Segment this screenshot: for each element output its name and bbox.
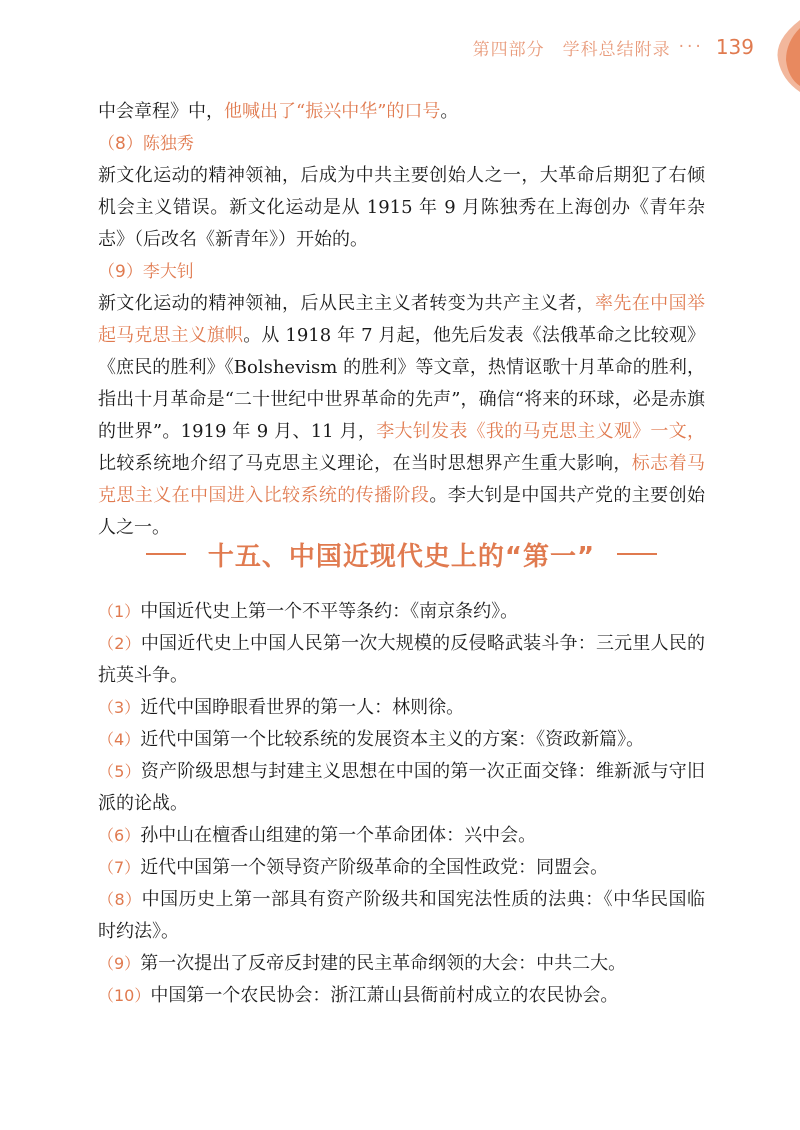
list-item: （5）资产阶级思想与封建主义思想在中国的第一次正面交锋：维新派与守旧派的论战。: [98, 761, 706, 814]
subheading-li-dazhao: （9）李大钊: [98, 262, 194, 282]
header-dots: ···: [678, 37, 704, 57]
section-title: 十五、中国近现代史上的“第一”: [98, 532, 705, 576]
highlight-marxism-banner: 率先在中国举起马克思主义旗帜: [98, 293, 705, 346]
list-item: （10）中国第一个农民协会：浙江萧山县衙前村成立的农民协会。: [98, 985, 619, 1006]
list-item: （7）近代中国第一个领导资产阶级革命的全国性政党：同盟会。: [98, 857, 609, 878]
paragraph-chen-duxiu: 新文化运动的精神领袖，后成为中共主要创始人之一，大革命后期犯了右倾机会主义错误。新文化运动是从 1915 年 9 月陈独秀在上海创办《青年杂志》（后改名《新青年》）开始的。: [98, 165, 705, 250]
highlight-slogan: 他喊出了“振兴中华”的口号: [224, 101, 441, 122]
page-header: [473, 32, 754, 62]
page-curl-decoration: [760, 20, 800, 92]
list-item: （1）中国近代史上第一个不平等条约：《南京条约》。: [98, 601, 519, 622]
title-dash-left: [146, 553, 186, 555]
body-text: [98, 96, 705, 544]
subheading-chen-duxiu: （8）陈独秀: [98, 134, 194, 154]
list-item: （4）近代中国第一个比较系统的发展资本主义的方案：《资政新篇》。: [98, 729, 645, 750]
list-item: （6）孙中山在檀香山组建的第一个革命团体：兴中会。: [98, 825, 537, 846]
list-item: （2）中国近代史上中国人民第一次大规模的反侵略武装斗争：三元里人民的抗英斗争。: [98, 633, 706, 686]
page-number: 139: [715, 35, 754, 59]
firsts-list: [98, 596, 705, 1012]
paragraph-li-dazhao: 新文化运动的精神领袖，后从民主主义者转变为共产主义者，率先在中国举起马克思主义旗帜。从 1918 年 7 月起，他先后发表《法俄革命之比较观》《庶民的胜利》《Bolshevism 的胜利》等文章，热情讴歌十月革命的胜利，指出十月革命是“二十世纪中世界革命的先声”，确信“将来的环球，必是赤旗的世界”。1919 年 9 月、11 月，李大钊发表《我的马克思主义观》一文，比较系统地介绍了马克思主义理论，在当时思想界产生重大影响，标志着马克思主义在中国进入比较系统的传播阶段。李大钊是中国共产党的主要创始人之一。: [98, 293, 705, 538]
paragraph-intro: 中会章程》中，他喊出了“振兴中华”的口号。: [98, 101, 459, 122]
highlight-article: 李大钊发表《我的马克思主义观》一文，: [376, 421, 705, 442]
highlight-milestone: 标志着马克思主义在中国进入比较系统的传播阶段: [98, 453, 705, 506]
list-item: （8）中国历史上第一部具有资产阶级共和国宪法性质的法典：《中华民国临时约法》。: [98, 889, 705, 942]
title-dash-right: [617, 553, 657, 555]
section-label: 第四部分 学科总结附录: [472, 39, 671, 60]
list-item: （9）第一次提出了反帝反封建的民主革命纲领的大会：中共二大。: [98, 953, 627, 974]
list-item: （3）近代中国睁眼看世界的第一人：林则徐。: [98, 697, 465, 718]
